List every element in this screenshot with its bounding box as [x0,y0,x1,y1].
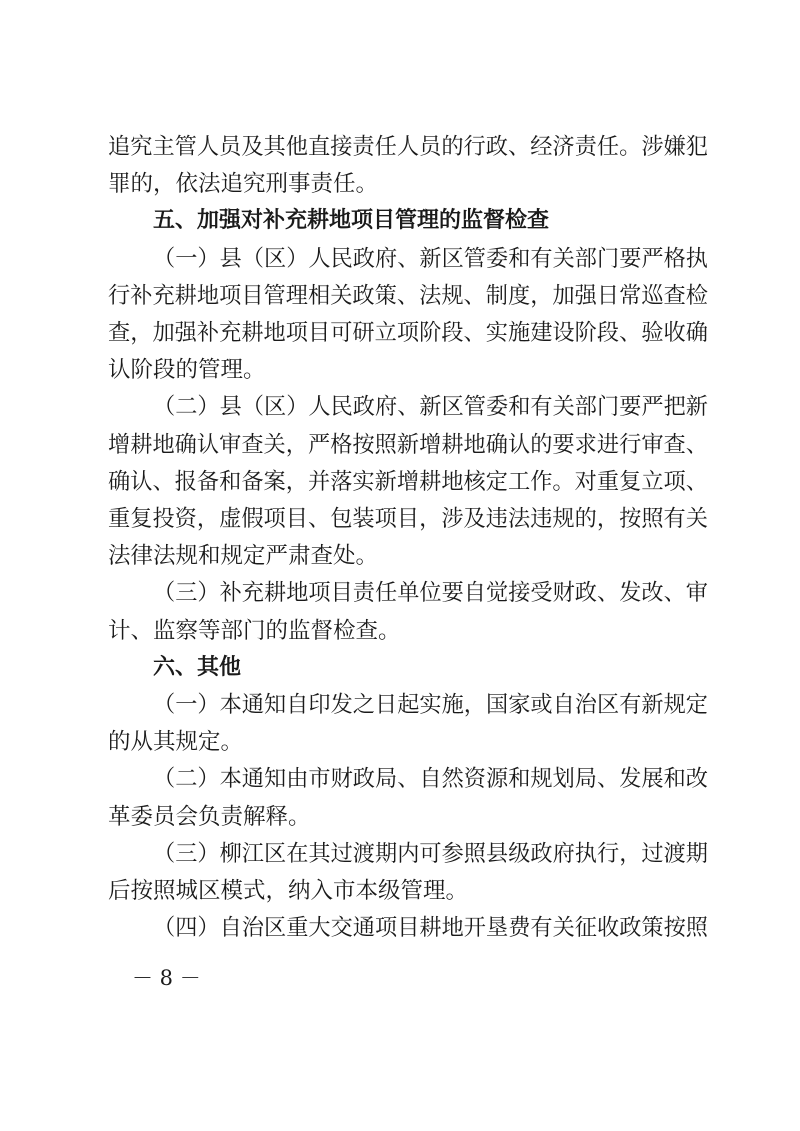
text-line-10: 确认、报备和备案，并落实新增耕地核定工作。对重复立项、 [108,468,708,495]
text-line-1: 追究主管人员及其他直接责任人员的行政、经济责任。涉嫌犯 [108,134,708,160]
section-heading-5: 五、加强对补充耕地项目管理的监督检查 [153,208,550,234]
text-line-19: 革委员会负责解释。 [108,803,311,830]
text-line-17: 的从其规定。 [108,729,244,756]
text-line-5: 行补充耕地项目管理相关政策、法规、制度，加强日常巡查检 [108,282,708,309]
text-line-13: （三）补充耕地项目责任单位要自觉接受财政、发改、审 [153,580,709,607]
text-line-8: （二）县（区）人民政府、新区管委和有关部门要严把新 [153,394,709,421]
text-line-16: （一）本通知自印发之日起实施，国家或自治区有新规定 [153,692,709,718]
text-line-11: 重复投资，虚假项目、包装项目，涉及违法违规的，按照有关 [108,506,708,532]
text-line-7: 认阶段的管理。 [108,357,266,384]
text-line-4: （一）县（区）人民政府、新区管委和有关部门要严格执 [153,245,709,272]
text-line-21: 后按照城区模式，纳入市本级管理。 [108,878,469,904]
text-line-12: 法律法规和规定严肃查处。 [108,543,379,570]
text-line-22: （四）自治区重大交通项目耕地开垦费有关征收政策按照 [153,915,709,942]
page-number: － 8 － [132,966,201,991]
text-line-18: （二）本通知由市财政局、自然资源和规划局、发展和改 [153,766,709,793]
text-line-2: 罪的，依法追究刑事责任。 [108,171,379,198]
text-line-9: 增耕地确认审查关，严格按照新增耕地确认的要求进行审查、 [108,431,708,458]
text-line-20: （三）柳江区在其过渡期内可参照县级政府执行，过渡期 [153,840,709,867]
section-heading-6: 六、其他 [153,654,242,680]
text-line-6: 查，加强补充耕地项目可研立项阶段、实施建设阶段、验收确 [108,320,708,346]
text-line-14: 计、监察等部门的监督检查。 [108,617,401,644]
